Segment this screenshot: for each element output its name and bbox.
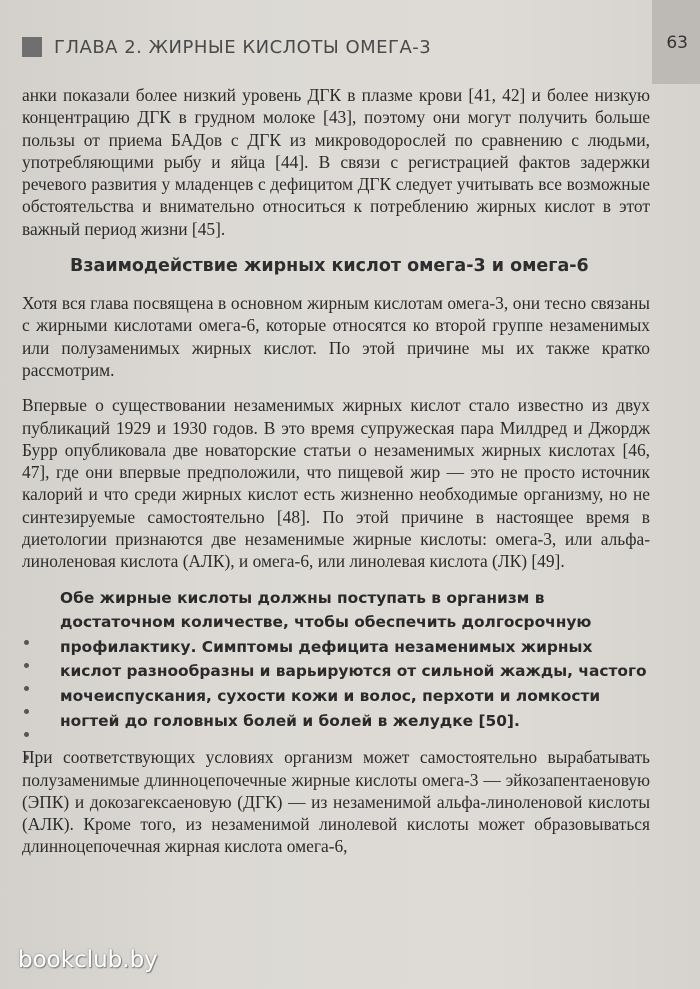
paragraph-middle-2: Впервые о существовании незаменимых жирных кислот стало известно из двух публикаций 1929 и 1930 годов. В это время супружеская пара Милдред и Джордж Бурр опубликовала две новаторские статьи о незаменимых жирных кислотах [46, 47], где они впервые предположили, что пищевой жир — это не просто источник калорий и что среди жирных кислот есть жизненно необходимые организму, но не синтезируемые самостоятельно [48]. По этой причине в настоящее время в диетологии признаются две незаменимые жирные кислоты: омега-3, или альфа-линоленовая кислота (АЛК), и омега-6, или линолевая кислота (ЛК) [49]. <box>22 395 650 572</box>
paragraph-top: анки показали более низкий уровень ДГК в плазме крови [41, 42] и более низкую концентрацию ДГК в грудном молоке [43], поэтому они могут получить больше пользы от приема БАДов с ДГК из микроводорослей по сравнению с людьми, употребляющими рыбу и яйца [44]. В связи с регистрацией фактов задержки речевого развития у младенцев с дефицитом ДГК следует учитывать все возможные обстоятельства и внимательно относиться к потреблению жирных кислот в этот важный период жизни [45]. <box>22 85 650 239</box>
section-heading: Взаимодействие жирных кислот омега-3 и омега-6 <box>70 256 589 277</box>
paragraph-middle-1: Хотя вся глава посвящена в основном жирным кислотам омега-3, они тесно связаны с жирными кислотами омега-6, которые относятся ко второй группе незаменимых или полузаменимых жирных кислот. По этой причине мы их также кратко рассмотрим. <box>22 293 650 380</box>
page-body <box>22 84 650 858</box>
page-number: 63 <box>666 33 688 53</box>
watermark-logo: bookclub.by <box>18 947 158 973</box>
paragraph-bottom: При соответствующих условиях организм может самостоятельно вырабатывать полузаменимые длинноцепочечные жирные кислоты омега-3 — эйкозапентаеновую (ЭПК) и докозагексаеновую (ДГК) — из незаменимой альфа-линоленовой кислоты (АЛК). Кроме того, из незаменимой линолевой кислоты может образовываться длинноцепочечная жирная кислота омега-6, <box>22 747 650 857</box>
header-square-icon <box>22 37 42 57</box>
chapter-title: ГЛАВА 2. ЖИРНЫЕ КИСЛОТЫ ОМЕГА-3 <box>54 36 432 58</box>
running-header <box>22 30 700 64</box>
callout-box: Обе жирные кислоты должны поступать в организм в достаточном количестве, чтобы обеспечить долгосрочную профилактику. Симптомы дефицита незаменимых жирных кислот разнообразны и варьируются от сильной жажды, частого мочеиспускания, сухости кожи и волос, перхоти и ломкости ногтей до головных болей и болей в желудке [50]. <box>60 588 647 730</box>
